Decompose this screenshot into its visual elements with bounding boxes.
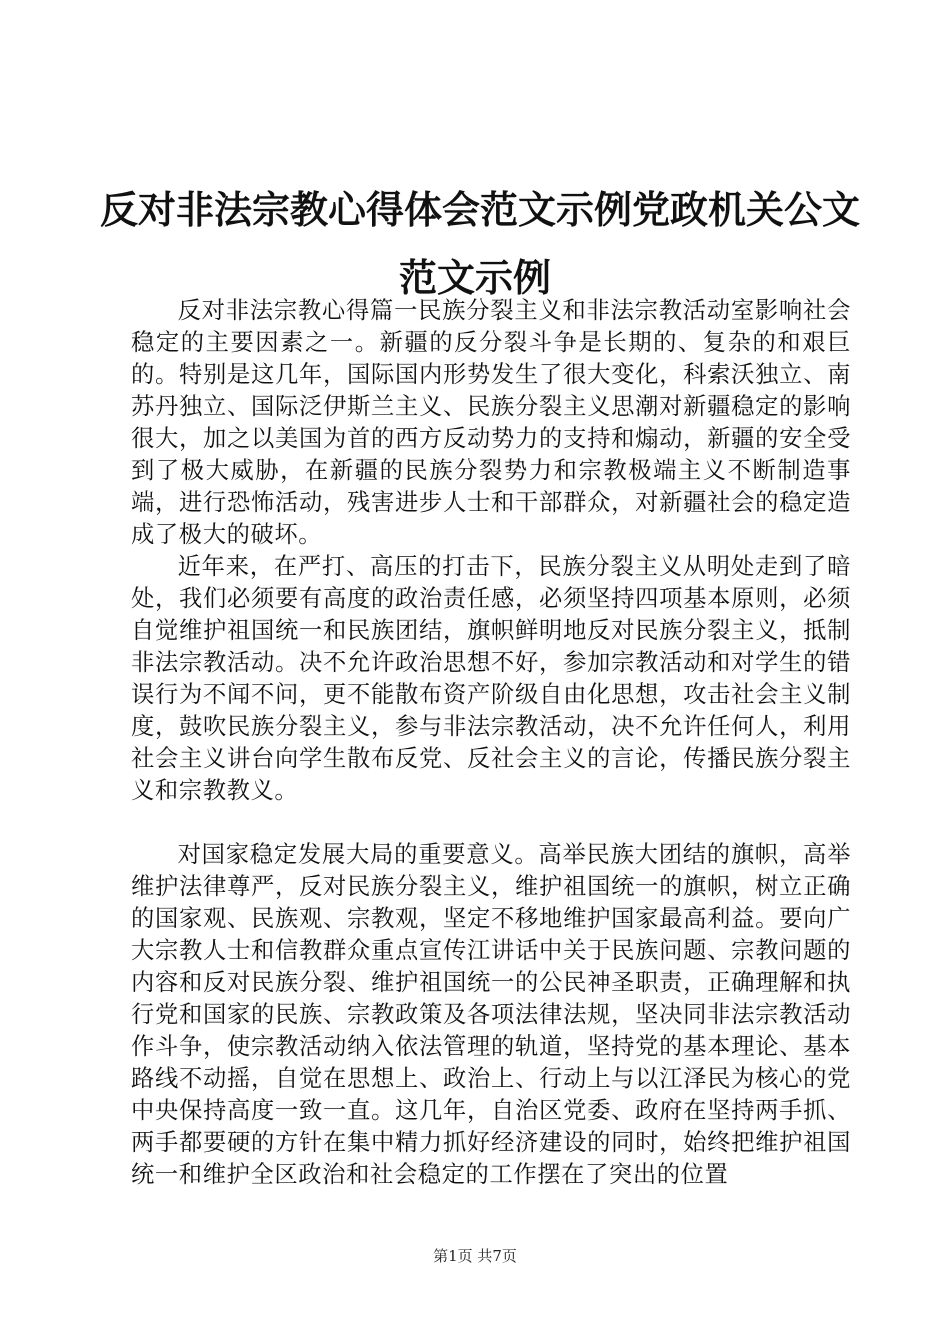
document-title xyxy=(100,176,861,312)
document-body xyxy=(131,295,851,1191)
page-number-footer: 第1页 共7页 xyxy=(433,1247,517,1265)
paragraph-1: 反对非法宗教心得篇一民族分裂主义和非法宗教活动室影响社会稳定的主要因素之一。新疆的反分裂斗争是长期的、复杂的和艰巨的。特别是这几年，国际国内形势发生了很大变化，科索沃独立、南苏丹独立、国际泛伊斯兰主义、民族分裂主义思潮对新疆稳定的影响很大，加之以美国为首的西方反动势力的支持和煽动，新疆的安全受到了极大威胁，在新疆的民族分裂势力和宗教极端主义不断制造事端，进行恐怖活动，残害进步人士和干部群众，对新疆社会的稳定造成了极大的破坏。 xyxy=(131,297,851,548)
title-line-2: 范文示例 xyxy=(398,256,551,300)
title-line-1: 反对非法宗教心得体会范文示例党政机关公文 xyxy=(100,188,861,232)
paragraph-2: 近年来，在严打、高压的打击下，民族分裂主义从明处走到了暗处，我们必须要有高度的政治责任感，必须坚持四项基本原则，必须自觉维护祖国统一和民族团结，旗帜鲜明地反对民族分裂主义，抵制非法宗教活动。决不允许政治思想不好，参加宗教活动和对学生的错误行为不闻不问，更不能散布资产阶级自由化思想，攻击社会主义制度，鼓吹民族分裂主义，参与非法宗教活动，决不允许任何人，利用社会主义讲台向学生散布反党、反社会主义的言论，传播民族分裂主义和宗教教义。 xyxy=(131,553,851,804)
paragraph-3: 对国家稳定发展大局的重要意义。高举民族大团结的旗帜，高举维护法律尊严，反对民族分裂主义，维护祖国统一的旗帜，树立正确的国家观、民族观、宗教观，坚定不移地维护国家最高利益。要向广大宗教人士和信教群众重点宣传江讲话中关于民族问题、宗教问题的内容和反对民族分裂、维护祖国统一的公民神圣职责，正确理解和执行党和国家的民族、宗教政策及各项法律法规，坚决同非法宗教活动作斗争，使宗教活动纳入依法管理的轨道，坚持党的基本理论、基本路线不动摇，自觉在思想上、政治上、行动上与以江泽民为核心的党中央保持高度一致一直。这几年，自治区党委、政府在坚持两手抓、两手都要硬的方针在集中精力抓好经济建设的同时，始终把维护祖国统一和维护全区政治和社会稳定的工作摆在了突出的位置 xyxy=(131,841,851,1188)
